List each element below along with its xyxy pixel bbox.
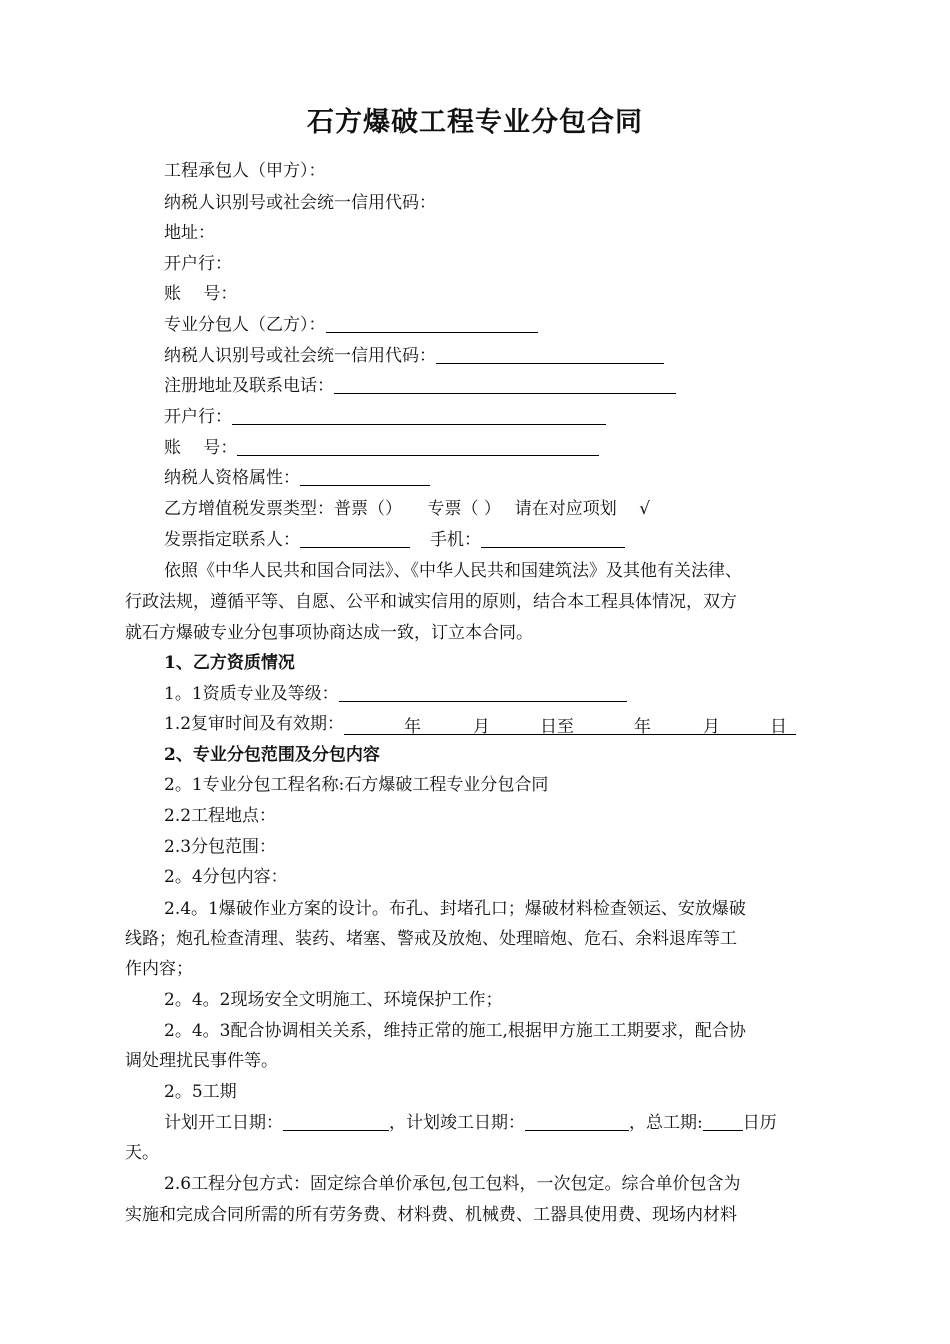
- party-b-bank-row: [164, 406, 606, 428]
- party-b-taxpayer-attr-field[interactable]: [300, 467, 430, 486]
- section-1-heading: 1、乙方资质情况: [164, 653, 295, 673]
- qualification-field[interactable]: [339, 683, 627, 702]
- item-2-4-1-line-2: 线路；炮孔检查清理、装药、堵塞、警戒及放炮、处理暗炮、危石、余料退库等工: [125, 929, 737, 949]
- item-2-4-3-line-1: 2。4。3配合协调相关关系，维持正常的施工,根据甲方施工工期要求，配合协: [164, 1021, 746, 1041]
- party-a-account-label: 账 号：: [164, 284, 238, 304]
- invoice-type-line: 乙方增值税发票类型：普票（） 专票（ ） 请在对应项划 √: [164, 499, 651, 519]
- party-a-bank-label: 开户行：: [164, 254, 232, 274]
- party-b-taxpayer-attr-label: 纳税人资格属性：: [164, 468, 300, 488]
- party-b-address-label: 注册地址及联系电话：: [164, 376, 334, 396]
- party-b-bank-field[interactable]: [232, 406, 606, 425]
- party-b-address-row: [164, 375, 676, 397]
- review-date-row: [164, 713, 796, 735]
- finish-date-label: ，计划竣工日期：: [389, 1113, 525, 1133]
- item-2-6-line-2: 实施和完成合同所需的所有劳务费、材料费、机械费、工器具使用费、现场内材料: [125, 1205, 737, 1225]
- item-2-4: 2。4分包内容：: [164, 867, 288, 887]
- start-date-label: 计划开工日期：: [164, 1113, 283, 1133]
- schedule-days-cont: 天。: [125, 1143, 159, 1163]
- total-days-label: ，总工期:: [629, 1113, 703, 1133]
- date-month-2: 月: [703, 717, 721, 737]
- item-2-2: 2.2工程地点：: [164, 806, 277, 826]
- date-year-1: 年: [404, 717, 422, 737]
- document-title: 石方爆破工程专业分包合同: [307, 107, 643, 138]
- calendar-days-label: 日历: [742, 1113, 777, 1133]
- section-2-heading: 2、专业分包范围及分包内容: [164, 745, 380, 765]
- mobile-label: 手机：: [430, 530, 481, 550]
- start-date-field[interactable]: [283, 1112, 389, 1131]
- invoice-contact-label: 发票指定联系人：: [164, 530, 300, 550]
- finish-date-field[interactable]: [525, 1112, 629, 1131]
- date-day-2: 日: [770, 717, 788, 737]
- date-month-1: 月: [473, 717, 491, 737]
- party-a-name-label: 工程承包人（甲方）：: [164, 161, 326, 181]
- party-b-tax-row: [164, 345, 664, 367]
- item-2-4-1-line-1: 2.4。1爆破作业方案的设计。布孔、封堵孔口；爆破材料检查领运、安放爆破: [164, 899, 746, 919]
- party-b-name-label: 专业分包人（乙方）：: [164, 315, 326, 335]
- party-a-address-label: 地址：: [164, 223, 215, 243]
- party-b-bank-label: 开户行：: [164, 407, 232, 427]
- item-2-5: 2。5工期: [164, 1082, 237, 1102]
- item-2-4-3-line-2: 调处理扰民事件等。: [125, 1051, 278, 1071]
- party-b-tax-field[interactable]: [436, 345, 664, 364]
- qualification-row: [164, 683, 627, 705]
- item-2-1: 2。1专业分包工程名称:石方爆破工程专业分包合同: [164, 775, 549, 795]
- party-b-tax-label: 纳税人识别号或社会统一信用代码：: [164, 346, 436, 366]
- item-2-3: 2.3分包范围：: [164, 837, 277, 857]
- party-b-account-field[interactable]: [237, 437, 599, 456]
- party-b-name-field[interactable]: [326, 314, 538, 333]
- preamble-line-3: 就石方爆破专业分包事项协商达成一致，订立本合同。: [125, 623, 533, 643]
- preamble-line-2: 行政法规，遵循平等、自愿、公平和诚实信用的原则，结合本工程具体情况，双方: [125, 592, 737, 612]
- party-a-tax-label: 纳税人识别号或社会统一信用代码：: [164, 193, 436, 213]
- preamble-line-1: 依照《中华人民共和国合同法》、《中华人民共和国建筑法》及其他有关法律、: [164, 561, 742, 581]
- party-b-taxpayer-attr-row: [164, 467, 430, 489]
- party-b-account-row: [164, 437, 599, 459]
- party-b-name-row: [164, 314, 538, 336]
- party-b-address-field[interactable]: [334, 375, 676, 394]
- item-2-4-2: 2。4。2现场安全文明施工、环境保护工作；: [164, 990, 503, 1010]
- review-date-field[interactable]: [344, 716, 796, 735]
- total-days-field[interactable]: [703, 1112, 743, 1131]
- date-year-2: 年: [634, 717, 652, 737]
- mobile-field[interactable]: [481, 529, 625, 548]
- item-2-6-line-1: 2.6工程分包方式：固定综合单价承包,包工包料，一次包定。综合单价包含为: [164, 1174, 741, 1194]
- item-2-4-1-line-3: 作内容；: [125, 959, 193, 979]
- qualification-label: 1。1资质专业及等级：: [164, 684, 339, 704]
- schedule-row: [164, 1112, 777, 1134]
- invoice-contact-field[interactable]: [300, 529, 410, 548]
- party-b-account-label: 账 号：: [164, 438, 238, 458]
- review-date-label: 1.2复审时间及有效期：: [164, 714, 345, 734]
- invoice-contact-row: [164, 529, 625, 551]
- date-day-to: 日至: [540, 717, 575, 737]
